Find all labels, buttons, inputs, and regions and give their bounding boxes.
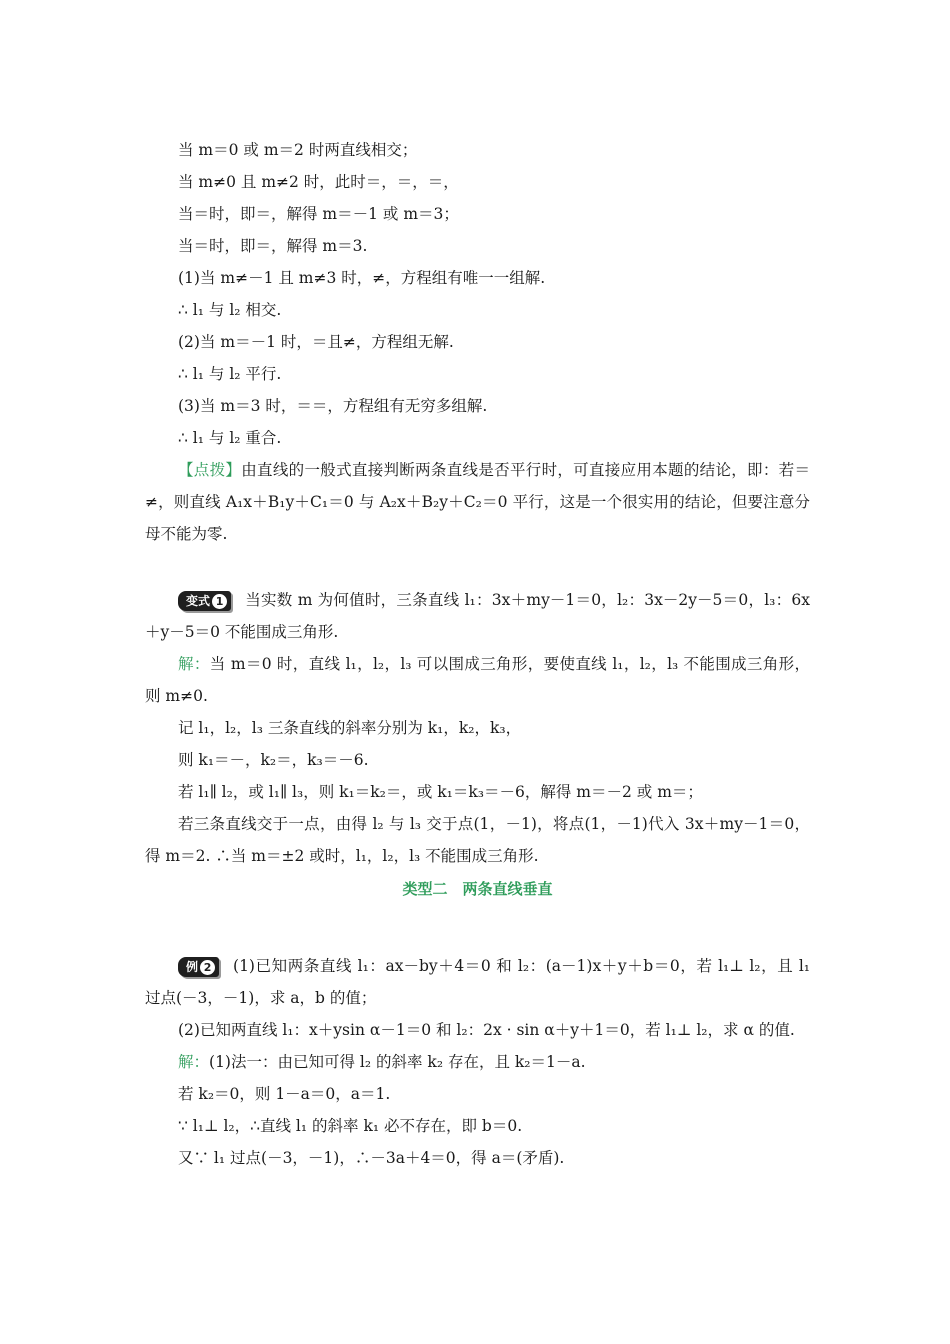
- tip-text: 由直线的一般式直接判断两条直线是否平行时，可直接应用本题的结论，即：若＝≠，则直线 A₁x＋B₁y＋C₁＝0 与 A₂x＋B₂y＋C₂＝0 平行，这是一个很实用的结论，但要注意分母不能为零.: [145, 461, 810, 543]
- example-q1-text: (1)已知两条直线 l₁：ax－by＋4＝0 和 l₂：(a－1)x＋y＋b＝0，若 l₁⊥ l₂，且 l₁ 过点(－3，－1)，求 a，b 的值；: [145, 957, 810, 1007]
- section-title: 类型二 两条直线垂直: [402, 880, 553, 898]
- text-line: 又∵ l₁ 过点(－3，－1)，∴－3a＋4＝0，得 a＝(矛盾).: [178, 1149, 565, 1167]
- text-line: 则 k₁＝－，k₂＝，k₃＝－6.: [178, 751, 369, 769]
- example-badge-number: 2: [200, 960, 215, 975]
- variant-question-text: 当实数 m 为何值时，三条直线 l₁：3x＋my－1＝0，l₂：3x－2y－5＝0，l₃：6x＋y－5＝0 不能围成三角形.: [145, 591, 810, 641]
- example-question-2: (2)已知两直线 l₁：x＋ysin α－1＝0 和 l₂：2x · sin α＋y＋1＝0，若 l₁⊥ l₂，求 α 的值.: [178, 1021, 795, 1039]
- tip-paragraph: [145, 454, 810, 550]
- text-line: 记 l₁，l₂，l₃ 三条直线的斜率分别为 k₁，k₂，k₃，: [178, 719, 522, 737]
- text-line: (2)当 m＝－1 时，＝且≠，方程组无解.: [178, 333, 454, 351]
- text-line: 当 m＝0 或 m＝2 时两直线相交；: [178, 141, 418, 159]
- text-line: 当＝时，即＝，解得 m＝3.: [178, 237, 368, 255]
- variant-last: 若三条直线交于一点，由得 l₂ 与 l₃ 交于点(1，－1)，将点(1，－1)代入 3x＋my－1＝0，得 m＝2. ∴当 m＝±2 或时，l₁，l₂，l₃ 不能围成三角形.: [145, 815, 810, 865]
- example-badge: 例 2: [178, 957, 219, 977]
- text-line: 若 l₁∥ l₂，或 l₁∥ l₃，则 k₁＝k₂＝，或 k₁＝k₃＝－6，解得 m＝－2 或 m＝；: [178, 783, 703, 801]
- text-line: ∵ l₁⊥ l₂，∴直线 l₁ 的斜率 k₁ 必不存在，即 b＝0.: [178, 1117, 523, 1135]
- variant-badge: 变式 1: [178, 591, 231, 611]
- solution-label: 解：: [178, 655, 210, 673]
- text-line: ∴ l₁ 与 l₂ 重合.: [178, 429, 282, 447]
- text-line: 若 k₂＝0，则 1－a＝0，a＝1.: [178, 1085, 391, 1103]
- text-line: (3)当 m＝3 时，＝＝，方程组有无穷多组解.: [178, 397, 488, 415]
- text-line: ∴ l₁ 与 l₂ 平行.: [178, 365, 282, 383]
- text-line: 当＝时，即＝，解得 m＝－1 或 m＝3；: [178, 205, 459, 223]
- spacer: [145, 550, 810, 584]
- text-line: (1)当 m≠－1 且 m≠3 时，≠，方程组有唯一一组解.: [178, 269, 546, 287]
- text-line: ∴ l₁ 与 l₂ 相交.: [178, 301, 282, 319]
- tip-label: 【点拨】: [178, 461, 242, 479]
- variant-badge-number: 1: [212, 594, 227, 609]
- example-question-1: [145, 950, 810, 1014]
- text-line: 当 m≠0 且 m≠2 时，此时＝，＝，＝，: [178, 173, 459, 191]
- example-solution-first: 解：(1)法一：由已知可得 l₂ 的斜率 k₂ 存在，且 k₂＝1－a.: [178, 1053, 586, 1071]
- document-content: [145, 134, 810, 1174]
- variant-solution-first: 解：当 m＝0 时，直线 l₁，l₂，l₃ 可以围成三角形，要使直线 l₁，l₂，l₃ 不能围成三角形，则 m≠0.: [145, 655, 810, 705]
- variant-question: [145, 584, 810, 648]
- spacer: [145, 906, 810, 950]
- solution-label: 解：: [178, 1053, 210, 1071]
